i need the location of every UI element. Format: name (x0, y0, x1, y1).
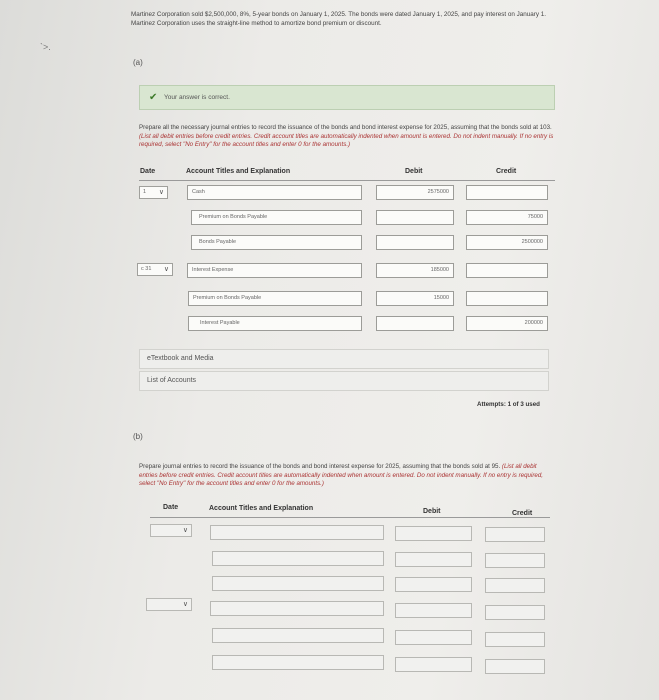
credit-input[interactable] (485, 578, 545, 593)
account-input[interactable]: Interest Payable (188, 316, 362, 331)
account-input[interactable]: Bonds Payable (191, 235, 362, 250)
chevron-down-icon: ∨ (158, 189, 164, 196)
debit-input[interactable]: 185000 (376, 263, 454, 278)
credit-input[interactable] (485, 659, 545, 674)
credit-input[interactable] (466, 291, 548, 306)
account-input[interactable]: Cash (187, 185, 362, 200)
correct-answer-text: Your answer is correct. (164, 94, 230, 101)
credit-input[interactable] (485, 605, 545, 620)
debit-input[interactable] (395, 603, 472, 618)
account-input[interactable]: Premium on Bonds Payable (191, 210, 362, 225)
col-header-account: Account Titles and Explanation (209, 505, 314, 512)
col-header-credit: Credit (496, 168, 517, 175)
debit-input[interactable] (395, 657, 472, 672)
credit-input[interactable] (466, 185, 548, 200)
credit-input[interactable] (485, 553, 545, 568)
account-input[interactable] (212, 655, 384, 670)
problem-statement: Martinez Corporation sold $2,500,000, 8%, 5-year bonds on January 1, 2025. The bonds were dated January 1, 2025, and pay interest on January 1. Martinez Corporation uses the straight-line method to amortize bond premium or discount. (131, 11, 547, 27)
debit-input[interactable] (395, 630, 472, 645)
checkmark-icon: ✔ (149, 92, 158, 103)
account-input[interactable] (212, 551, 384, 566)
scribble-mark: `>. (40, 42, 51, 52)
chevron-down-icon: ∨ (182, 527, 188, 534)
part-a-instructions: Prepare all the necessary journal entries to record the issuance of the bonds and bond interest expense for 2025, assuming that the bonds sold at 103. (List all debit entries before credit entries. Credit account titles are automatically indented when amount is entered. Do not indent manually. If no entry is required, select "No Entry" for the account titles and enter 0 for the amounts.) (139, 124, 554, 149)
account-input[interactable] (210, 525, 384, 540)
col-header-debit: Debit (423, 508, 441, 515)
debit-input[interactable] (395, 552, 472, 567)
debit-input[interactable] (376, 235, 454, 250)
credit-input[interactable] (485, 632, 545, 647)
col-header-debit: Debit (405, 168, 423, 175)
debit-input[interactable] (395, 577, 472, 592)
debit-input[interactable]: 2575000 (376, 185, 454, 200)
part-b-label: (b) (133, 432, 143, 441)
debit-input[interactable] (376, 316, 454, 331)
date-select-b2[interactable] (146, 598, 192, 611)
col-header-date: Date (163, 504, 179, 511)
debit-input[interactable] (376, 210, 454, 225)
credit-input[interactable]: 75000 (466, 210, 548, 225)
debit-input[interactable] (395, 526, 472, 541)
list-of-accounts-link[interactable]: List of Accounts (139, 371, 549, 391)
account-input[interactable] (212, 576, 384, 591)
account-input[interactable]: Interest Expense (187, 263, 362, 278)
col-header-credit: Credit (512, 510, 533, 517)
chevron-down-icon: ∨ (182, 601, 188, 608)
header-divider (139, 180, 555, 181)
correct-answer-banner (139, 85, 555, 110)
col-header-account: Account Titles and Explanation (186, 168, 291, 175)
debit-input[interactable]: 15000 (376, 291, 454, 306)
credit-input[interactable]: 2500000 (466, 235, 548, 250)
credit-input[interactable] (466, 263, 548, 278)
chevron-down-icon: ∨ (163, 266, 169, 273)
date-select-b1[interactable] (150, 524, 192, 537)
credit-input[interactable] (485, 527, 545, 542)
etextbook-link[interactable]: eTextbook and Media (139, 349, 549, 369)
date-select-2[interactable]: c 31 ∨ (137, 263, 173, 276)
part-b-instructions: Prepare journal entries to record the issuance of the bonds and bond interest expense for 2025, assuming that the bonds sold at 95. (List all debit entries before credit entries. Credit account titles are automatically indented when amount is entered. Do not indent manually. If no entry is required, select "No Entry" for the account titles and enter 0 for the amounts.) (139, 463, 544, 488)
account-input[interactable] (210, 601, 384, 616)
account-input[interactable] (212, 628, 384, 643)
attempts-counter: Attempts: 1 of 3 used (477, 401, 540, 408)
col-header-date: Date (140, 168, 156, 175)
date-select-1[interactable]: 1 ∨ (139, 186, 168, 199)
part-a-label: (a) (133, 58, 143, 67)
header-divider (150, 517, 550, 518)
credit-input[interactable]: 200000 (466, 316, 548, 331)
account-input[interactable]: Premium on Bonds Payable (188, 291, 362, 306)
